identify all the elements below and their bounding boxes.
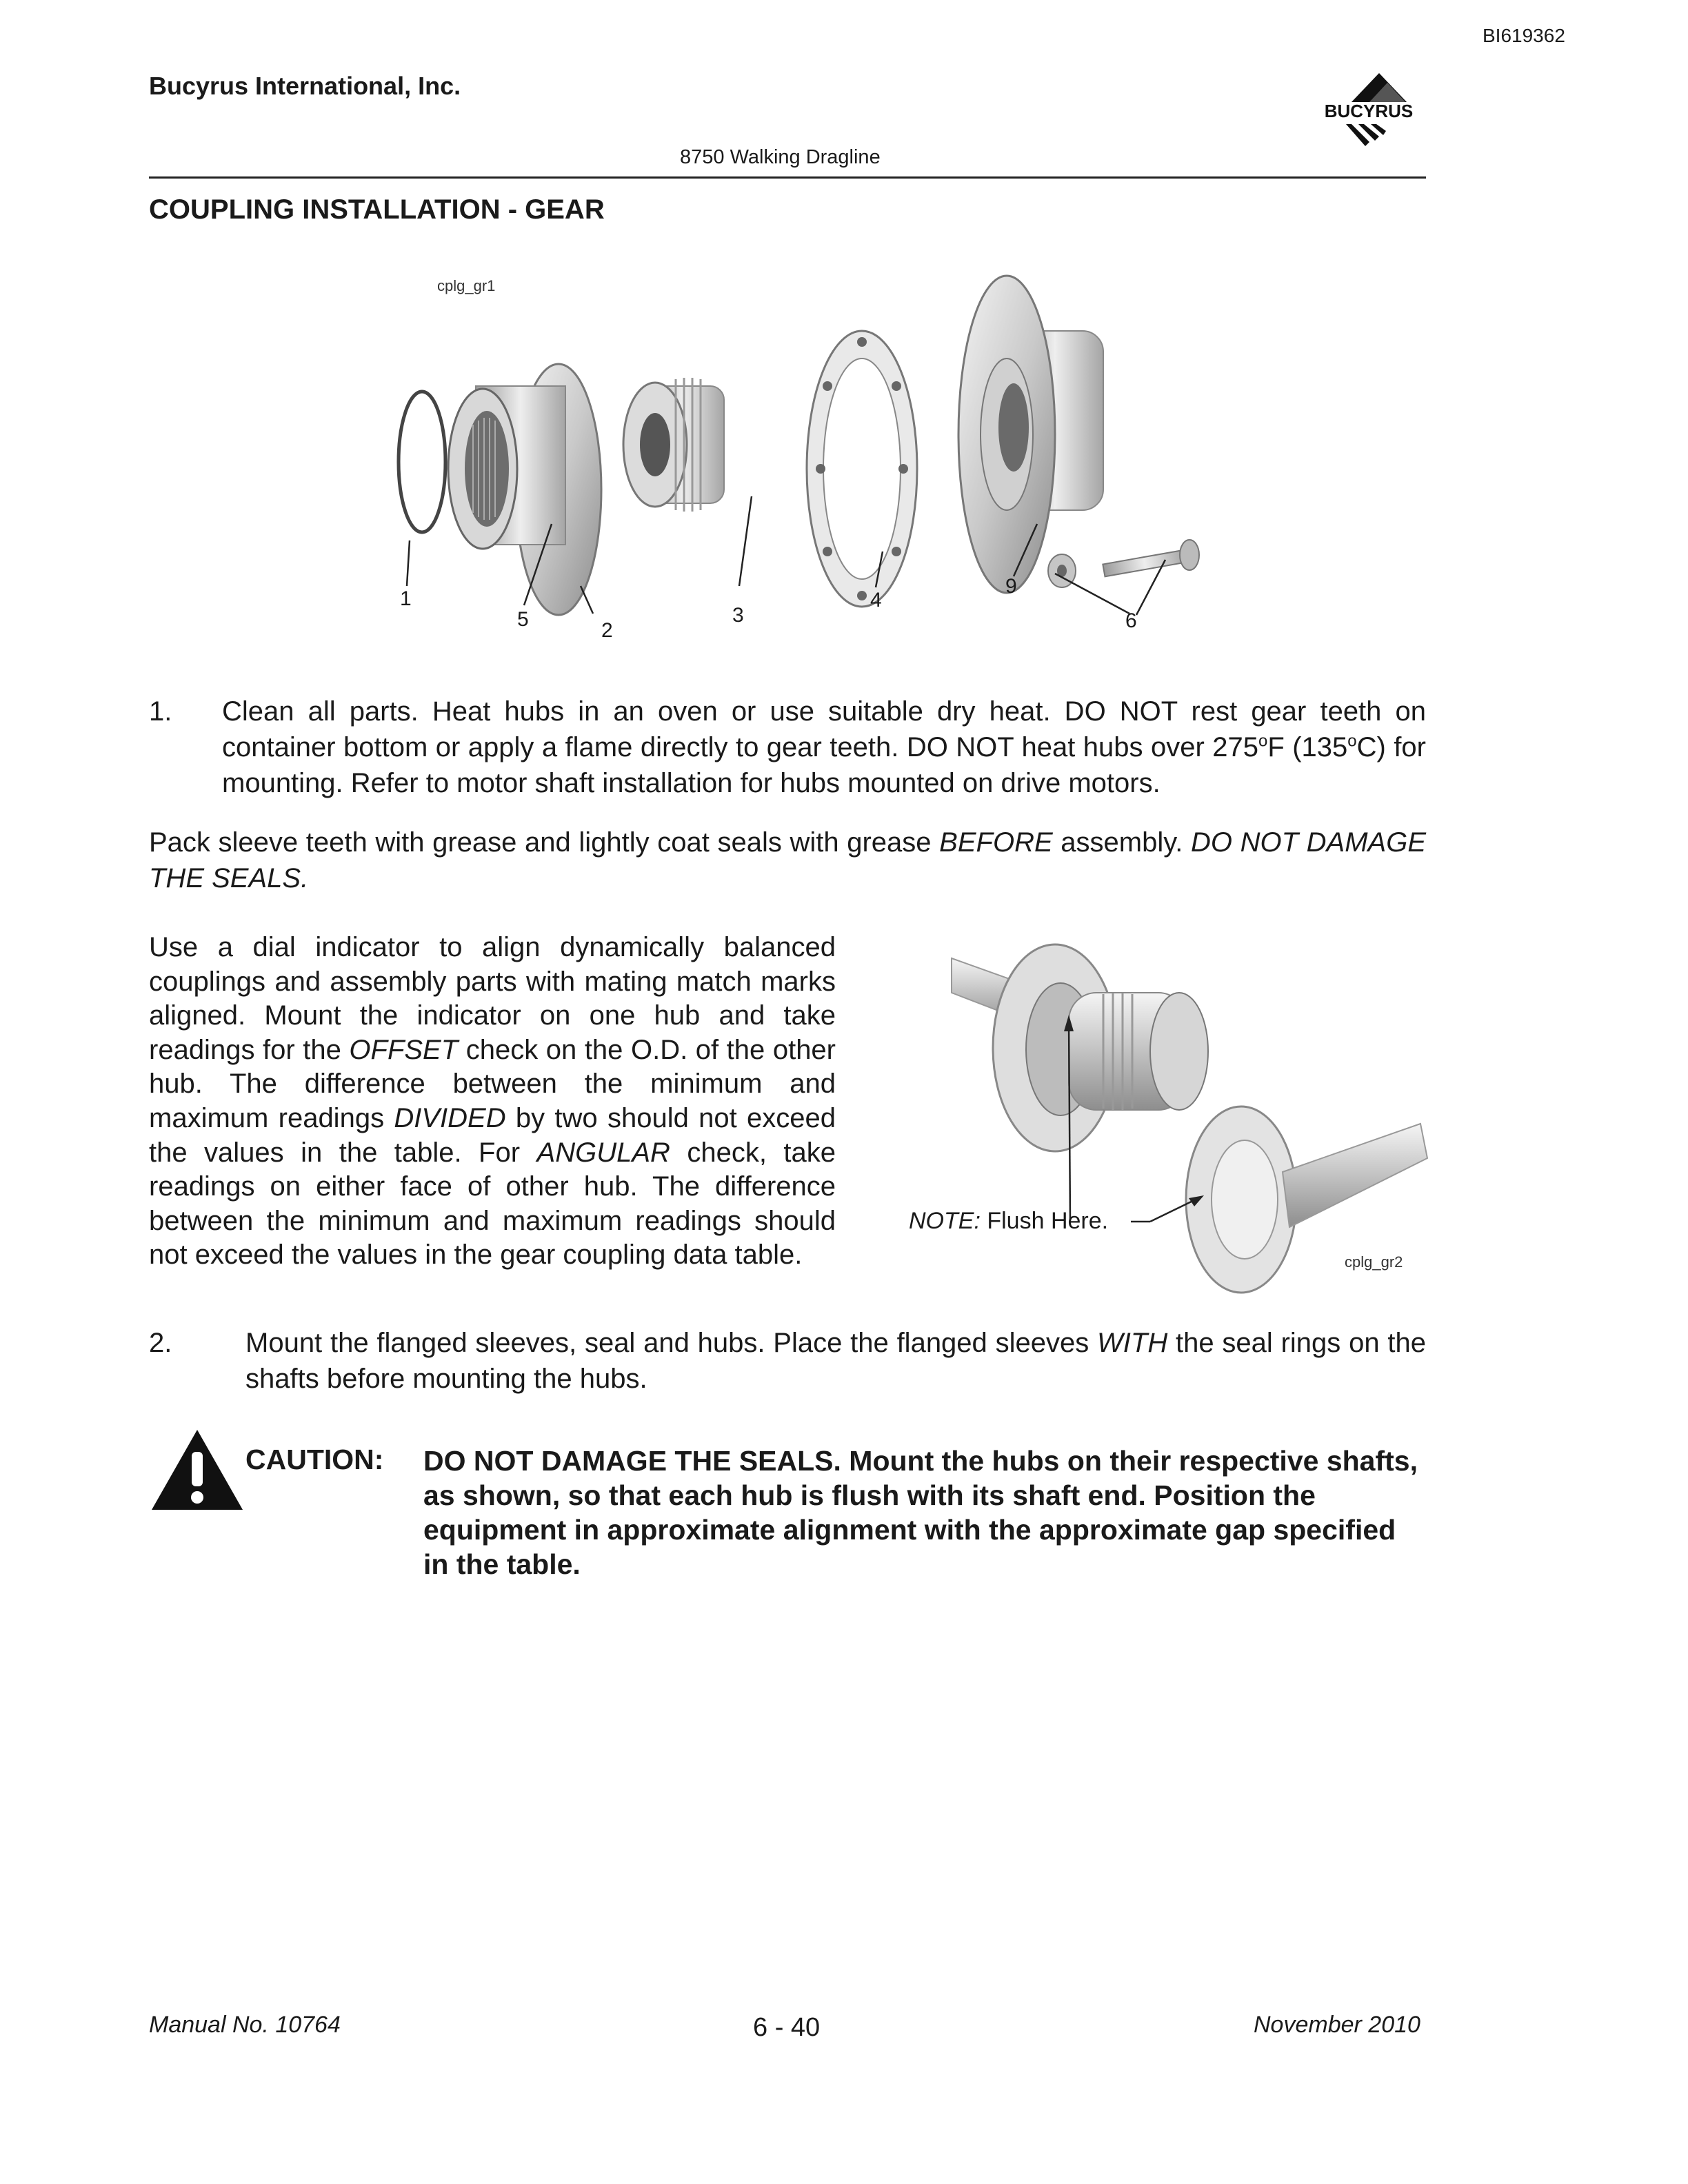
step-2-text: Mount the flanged sleeves, seal and hubs. Place the flanged sleeves WITH the seal rings on the shafts before mounting the hubs. — [245, 1328, 1426, 1394]
document-id: BI619362 — [1483, 25, 1565, 46]
callout-4: 4 — [870, 589, 882, 611]
step-1-number: 1. — [149, 696, 172, 727]
dial-indicator-paragraph: Use a dial indicator to align dynamically balanced couplings and assembly parts with mating match marks aligned. Mount the indicator on one hub and take readings for the OFFSET check on the O.D. of the other hub. The difference between the minimum and maximum readings DIVIDED by two should not exceed the values in the table. For ANGULAR check, take readings on either face of other hub. The difference between the minimum and maximum readings should not exceed the values in the gear coupling data table. — [149, 932, 836, 1271]
callout-6: 6 — [1125, 609, 1137, 632]
section-title: COUPLING INSTALLATION - GEAR — [149, 194, 605, 225]
seal-ring-part — [399, 392, 445, 532]
footer-manual-number: Manual No. 10764 — [149, 2012, 341, 2038]
step-2-number: 2. — [149, 1328, 172, 1358]
bolt-and-nut-part — [1048, 540, 1199, 587]
right-shaft — [1283, 1124, 1427, 1227]
gear-hub-part — [623, 378, 724, 512]
flush-note: NOTE: Flush Here. — [909, 1208, 1109, 1234]
footer-page-number: 6 - 40 — [753, 2013, 821, 2042]
callout-1: 1 — [400, 587, 412, 610]
logo-text: BUCYRUS — [1324, 101, 1414, 121]
figure2-label: cplg_gr2 — [1345, 1253, 1403, 1271]
step-1-text: Clean all parts. Heat hubs in an oven or use suitable dry heat. DO NOT rest gear teeth on container bottom or apply a flame directly to gear teeth. DO NOT heat hubs over 275$^o$F (135$^o$C) for mounting. Refer to motor shaft installation for hubs mounted on drive motors. — [222, 696, 1426, 798]
coupling-exploded-figure — [386, 262, 1214, 648]
callout-2: 2 — [601, 619, 613, 642]
caution-label: CAUTION: — [245, 1444, 384, 1475]
header-divider — [149, 176, 1426, 179]
callout-3: 3 — [732, 604, 744, 627]
footer-date: November 2010 — [1254, 2012, 1420, 2038]
callout-5: 5 — [517, 608, 529, 631]
rigid-sleeve-part — [958, 276, 1103, 593]
grease-paragraph: Pack sleeve teeth with grease and lightly coat seals with grease BEFORE assembly. DO NOT DAMAGE THE SEALS. — [149, 827, 1426, 893]
hub-shaft-figure — [896, 924, 1434, 1296]
company-name: Bucyrus International, Inc. — [149, 72, 461, 100]
gasket-part — [807, 331, 917, 607]
warning-icon — [149, 1427, 245, 1513]
bucyrus-logo — [1303, 69, 1434, 152]
figure1-label: cplg_gr1 — [437, 277, 496, 294]
flanged-sleeve-part — [448, 364, 601, 615]
caution-text: DO NOT DAMAGE THE SEALS. Mount the hubs on their respective shafts, as shown, so that each hub is flush with its shaft end. Position the equipment in approximate alignment with the approximate gap specified in the table. — [423, 1445, 1418, 1580]
callout-9: 9 — [1005, 575, 1017, 598]
manual-subtitle: 8750 Walking Dragline — [680, 146, 881, 168]
